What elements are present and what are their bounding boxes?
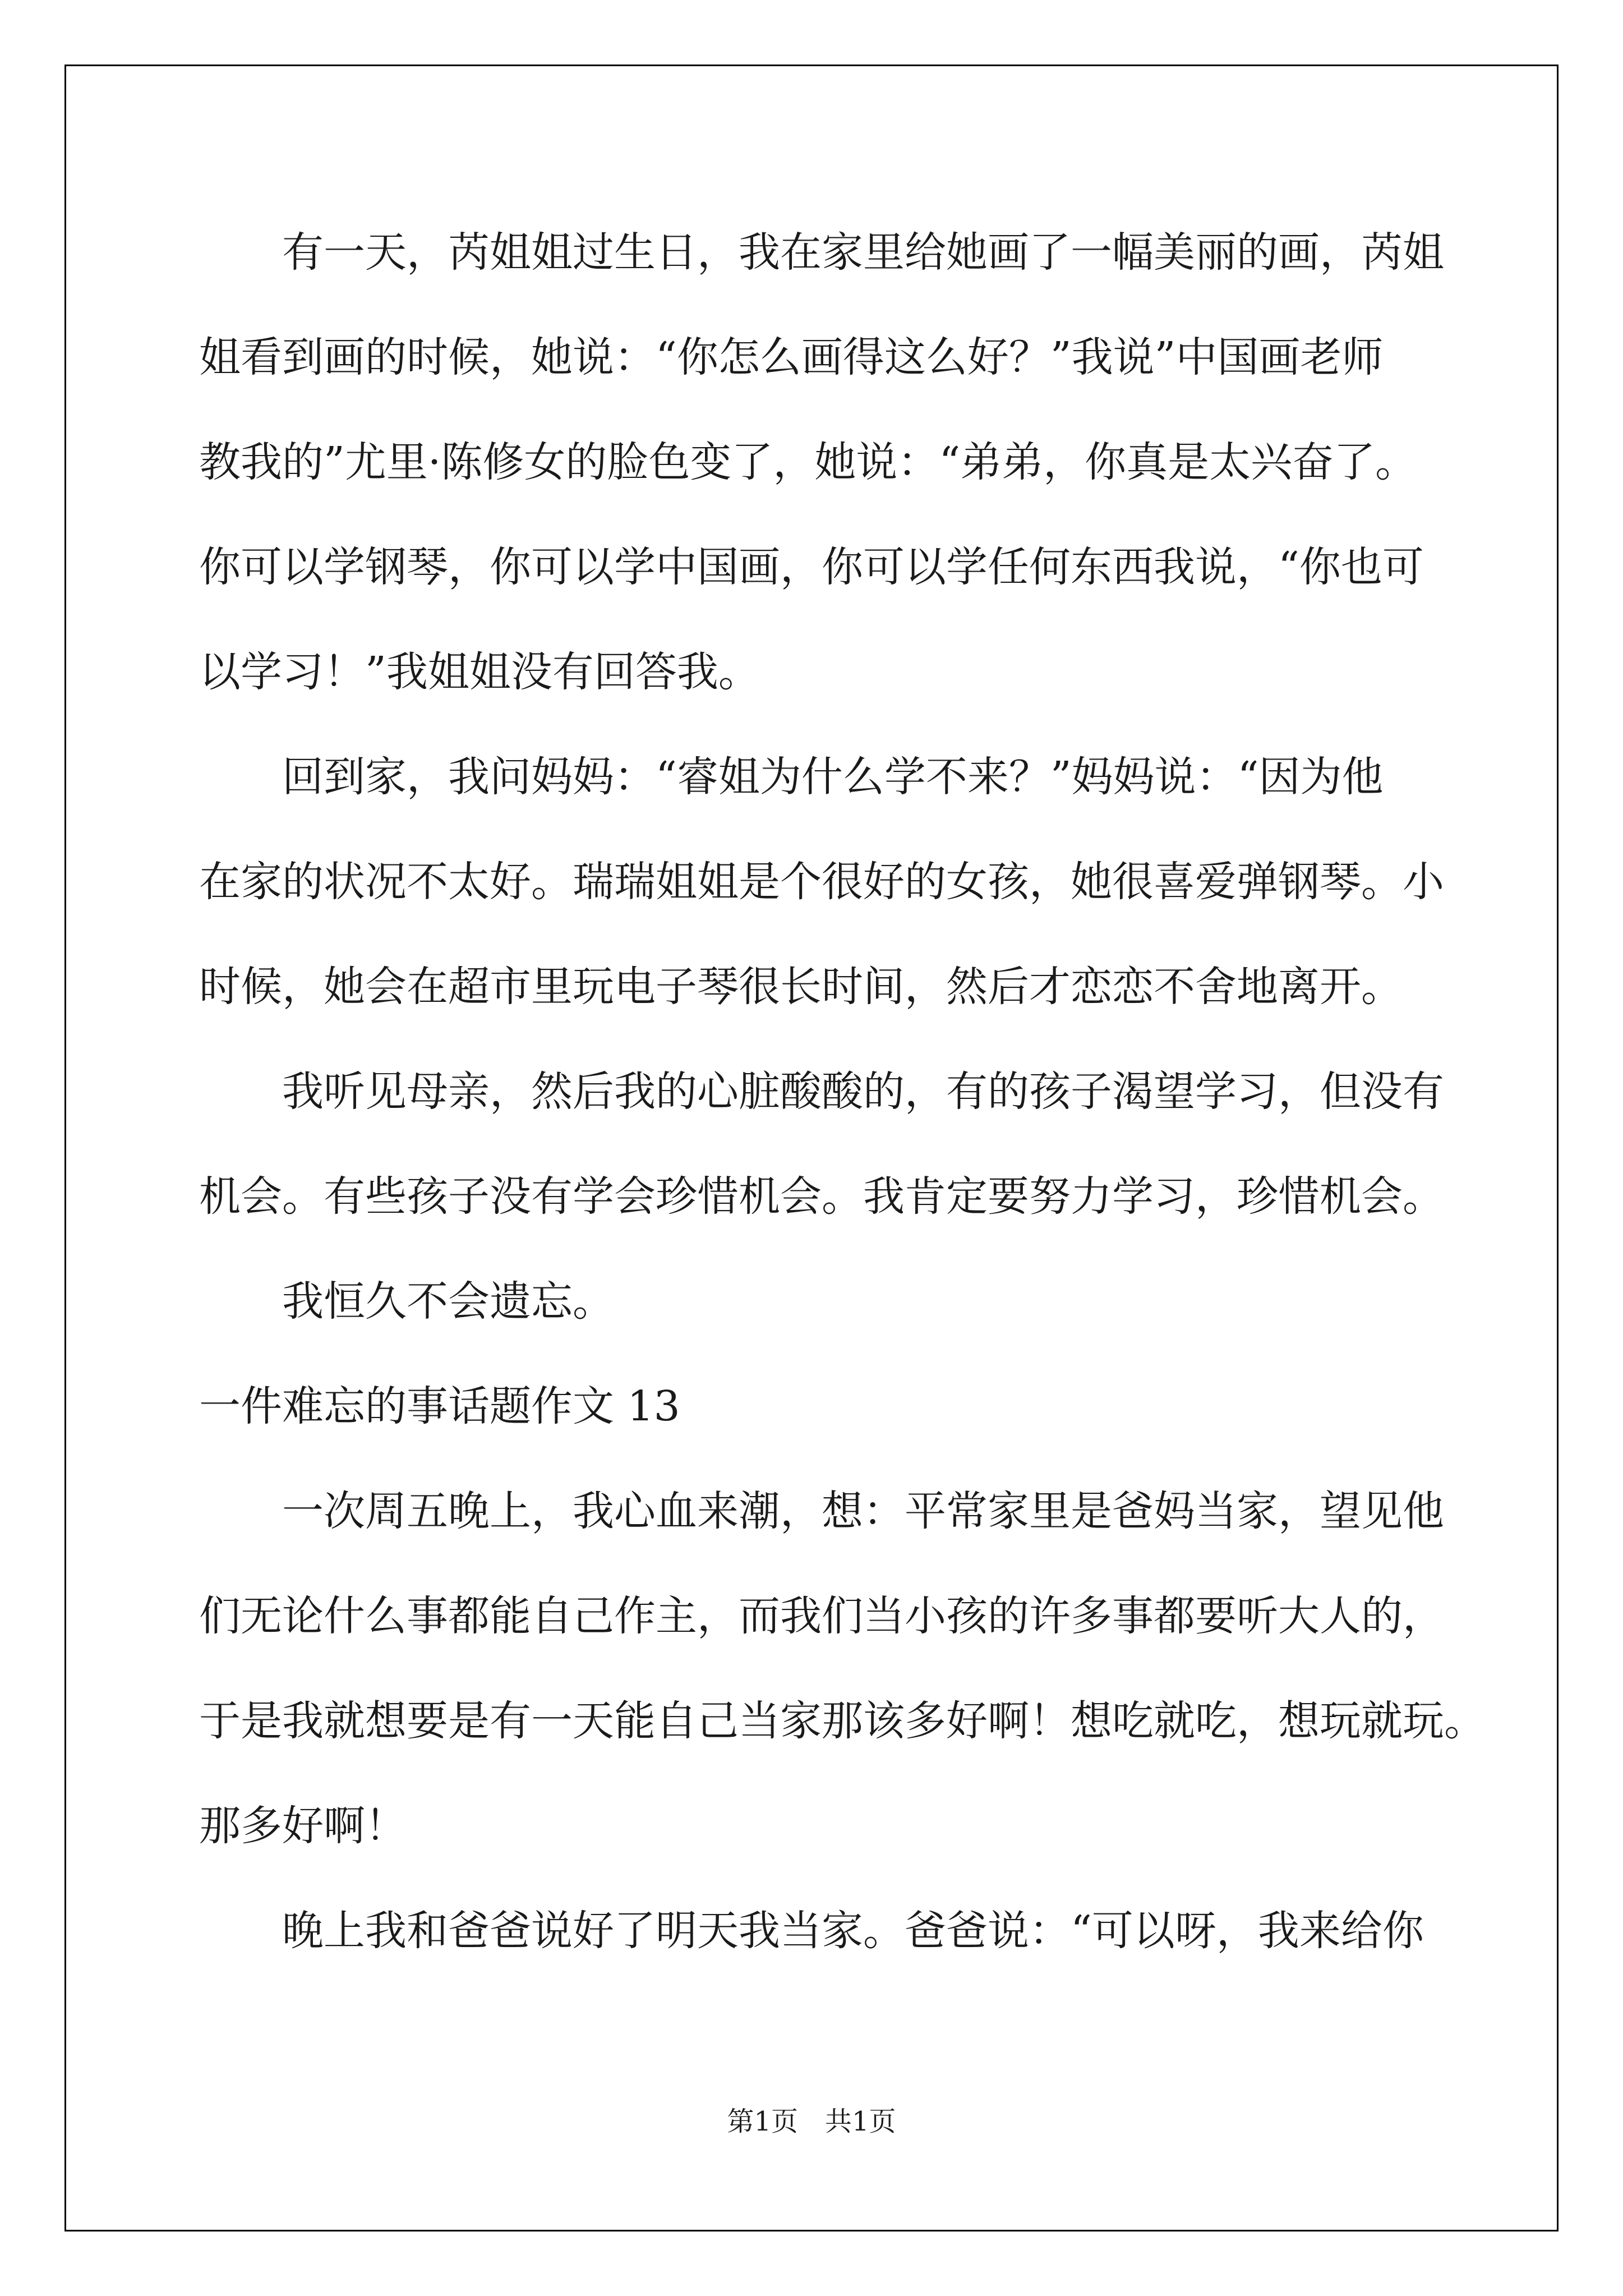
text-line: 晚上我和爸爸说好了明天我当家。爸爸说：“可以呀，我来给你 [199,1907,1424,1955]
text-line: 那多好啊！ [199,1802,407,1850]
section-heading: 一件难忘的事话题作文 13 [199,1382,680,1430]
text-line: 我恒久不会遗忘。 [199,1277,614,1326]
text-line: 机会。有些孩子没有学会珍惜机会。我肯定要努力学习，珍惜机会。 [199,1172,1444,1221]
text-line: 姐看到画的时候，她说：“你怎么画得这么好？”我说”中国画老师 [199,333,1384,381]
text-line: 教我的”尤里·陈修女的脸色变了，她说：“弟弟，你真是太兴奋了。 [199,438,1417,486]
text-line: 以学习！”我姐姐没有回答我。 [199,648,760,696]
text-line: 们无论什么事都能自己作主，而我们当小孩的许多事都要听大人的， [199,1592,1444,1640]
text-line: 我听见母亲，然后我的心脏酸酸的，有的孩子渴望学习，但没有 [199,1068,1444,1116]
text-line: 在家的状况不太好。瑞瑞姐姐是个很好的女孩，她很喜爱弹钢琴。小 [199,858,1444,906]
text-line: 回到家，我问妈妈：“睿姐为什么学不来？”妈妈说：“因为他 [199,753,1384,801]
text-line: 你可以学钢琴，你可以学中国画，你可以学任何东西我说，“你也可 [199,543,1424,591]
text-line: 有一天，芮姐姐过生日，我在家里给她画了一幅美丽的画，芮姐 [199,228,1444,277]
page-footer: 第1页 共1页 [727,2106,896,2137]
text-line: 一次周五晚上，我心血来潮，想：平常家里是爸妈当家，望见他 [199,1487,1444,1535]
text-line: 时候，她会在超市里玩电子琴很长时间，然后才恋恋不舍地离开。 [199,963,1403,1011]
text-line: 于是我就想要是有一天能自己当家那该多好啊！想吃就吃，想玩就玩。 [199,1697,1486,1745]
